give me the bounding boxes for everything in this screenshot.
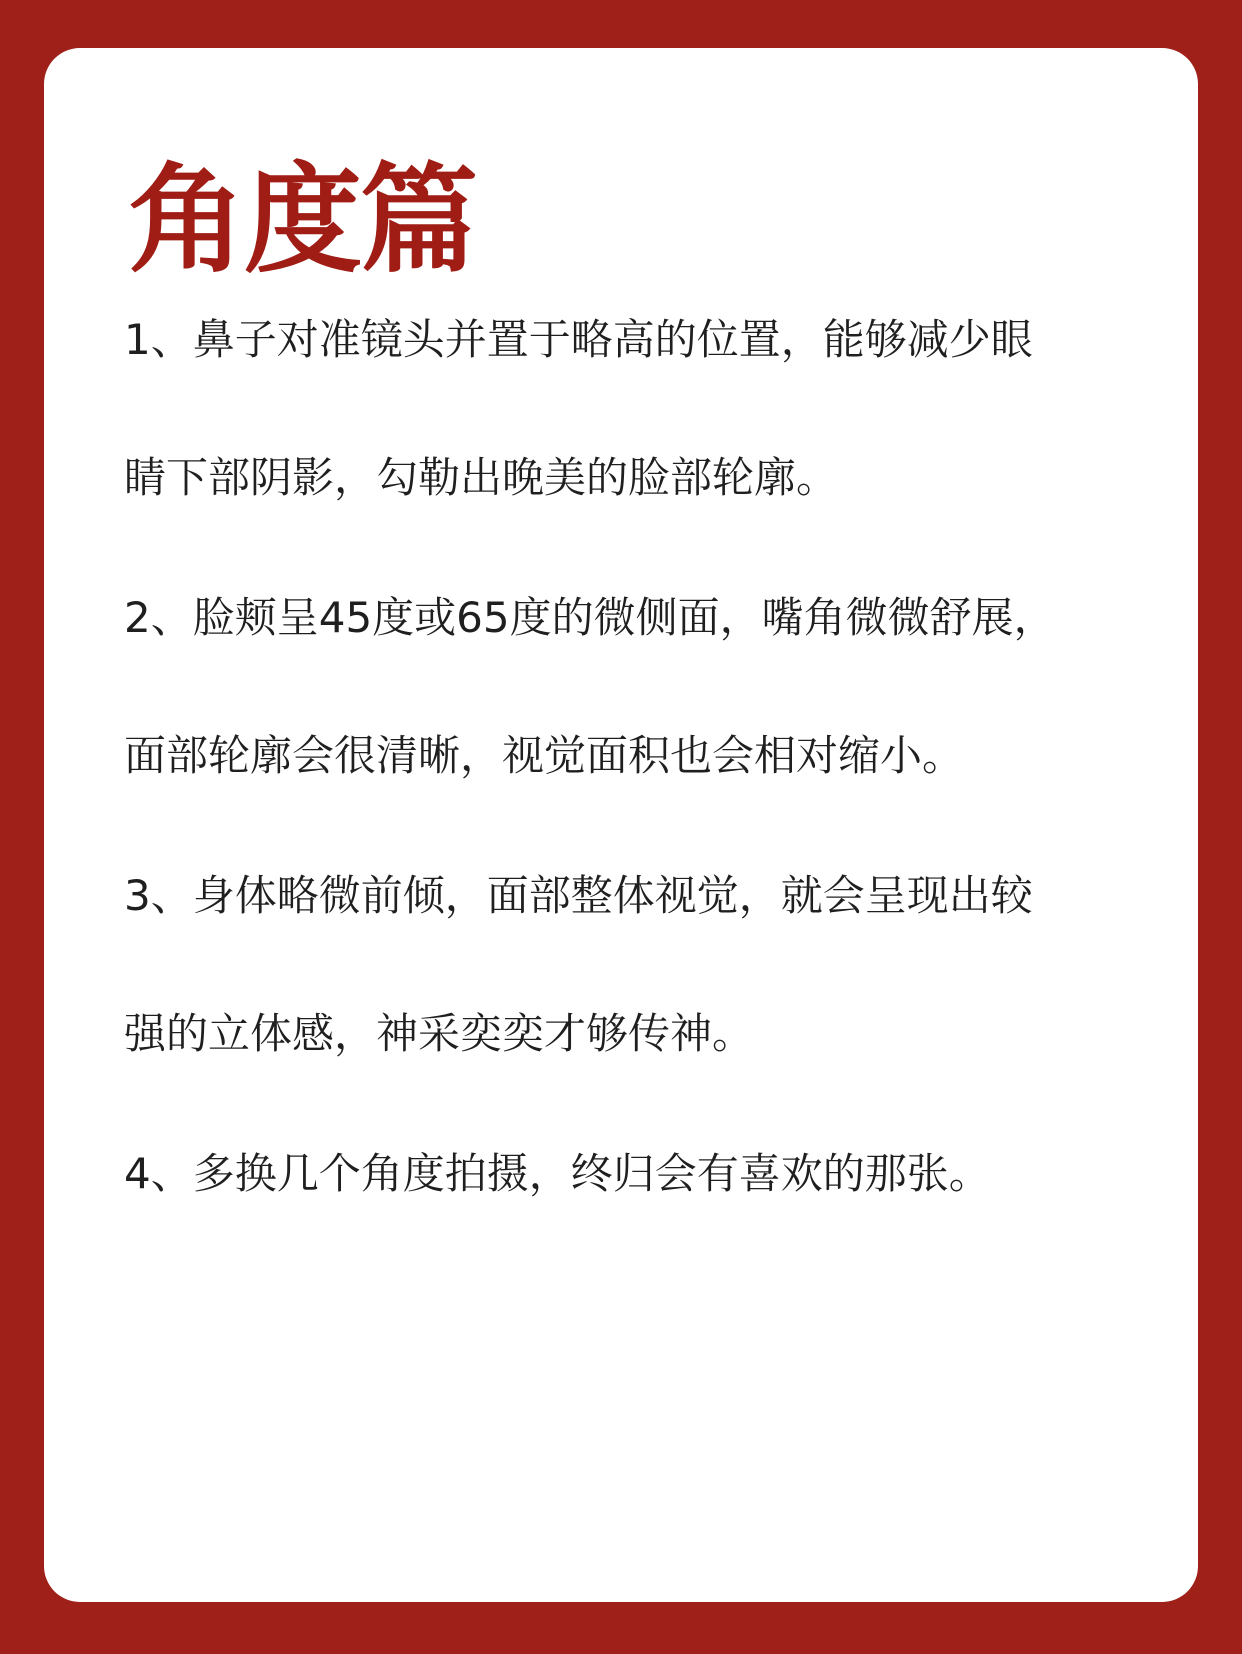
tip-3-line-2: 强的立体感，神采奕奕才够传神。 xyxy=(124,1009,755,1058)
tip-2-line-2: 面部轮廓会很清晰，视觉面积也会相对缩小。 xyxy=(124,731,965,780)
tip-4-line-1: 4、多换几个角度拍摄，终归会有喜欢的那张。 xyxy=(124,1149,991,1198)
tip-3-line-1: 3、身体略微前倾，面部整体视觉，就会呈现出较 xyxy=(124,871,1033,920)
content-card xyxy=(44,48,1198,1602)
tip-2-line-1: 2、脸颊呈45度或65度的微侧面，嘴角微微舒展， xyxy=(124,593,1056,642)
tip-1-line-1: 1、鼻子对准镜头并置于略高的位置，能够减少眼 xyxy=(124,315,1033,364)
tip-1-line-2: 睛下部阴影，勾勒出晚美的脸部轮廓。 xyxy=(124,453,839,502)
page-title: 角度篇 xyxy=(128,151,477,289)
